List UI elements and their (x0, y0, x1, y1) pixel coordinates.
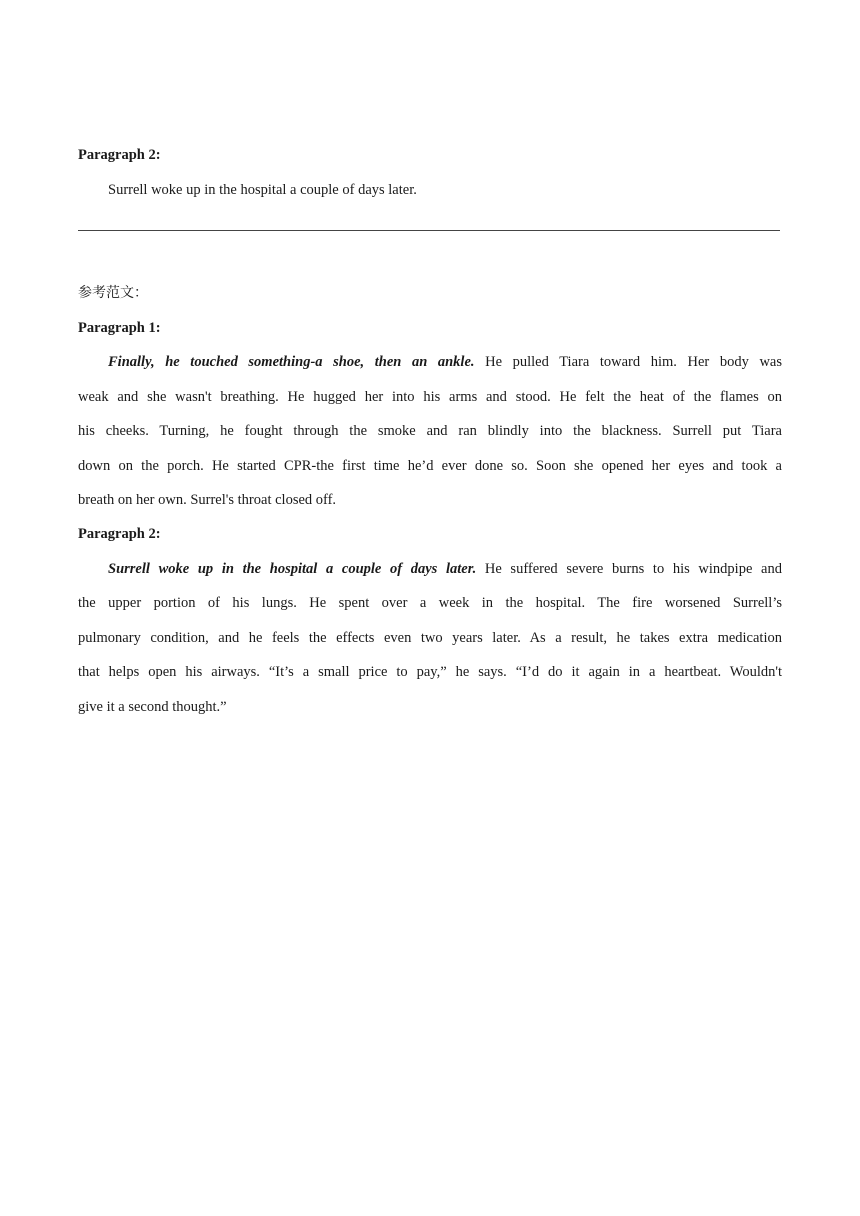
sample-paragraph2-line: give it a second thought.” (78, 699, 227, 715)
sample-paragraph1-line: down on the porch. He started CPR-the first time he’d ever done so. Soon she opened her eyes and took a (78, 458, 782, 474)
answer-writing-line (78, 230, 780, 231)
sample-paragraph1-line: his cheeks. Turning, he fought through the smoke and ran blindly into the blackness. Surrell put Tiara (78, 423, 782, 439)
sample-paragraph1-lead-sentence: Finally, he touched something-a shoe, then an ankle. (108, 354, 475, 370)
sample-paragraph2-line (108, 560, 782, 578)
sample-paragraph1-line1-rest: He pulled Tiara toward him. Her body was (474, 354, 782, 370)
sample-essay-label: 参考范文： (78, 285, 148, 301)
sample-paragraph2-heading: Paragraph 2: (78, 526, 161, 542)
sample-paragraph2-line: pulmonary condition, and he feels the effects even two years later. As a result, he takes extra medication (78, 630, 782, 646)
sample-paragraph1-line: breath on her own. Surrel's throat closed off. (78, 492, 337, 508)
sample-paragraph2-line: the upper portion of his lungs. He spent over a week in the hospital. The fire worsened Surrell’s (78, 595, 782, 611)
sample-paragraph1-line (108, 353, 782, 371)
sample-paragraph2-line1-rest: He suffered severe burns to his windpipe and (476, 561, 782, 577)
sample-paragraph1-heading: Paragraph 1: (78, 320, 161, 336)
paragraph2-opening-sentence: Surrell woke up in the hospital a couple of days later. (108, 182, 417, 198)
sample-paragraph2-lead-sentence: Surrell woke up in the hospital a couple of days later. (108, 561, 477, 577)
sample-paragraph1-line: weak and she wasn't breathing. He hugged her into his arms and stood. He felt the heat of the flames on (78, 389, 782, 405)
sample-paragraph2-line: that helps open his airways. “It’s a small price to pay,” he says. “I’d do it again in a heartbeat. Wouldn't (78, 664, 782, 680)
paragraph2-heading: Paragraph 2: (78, 147, 161, 163)
